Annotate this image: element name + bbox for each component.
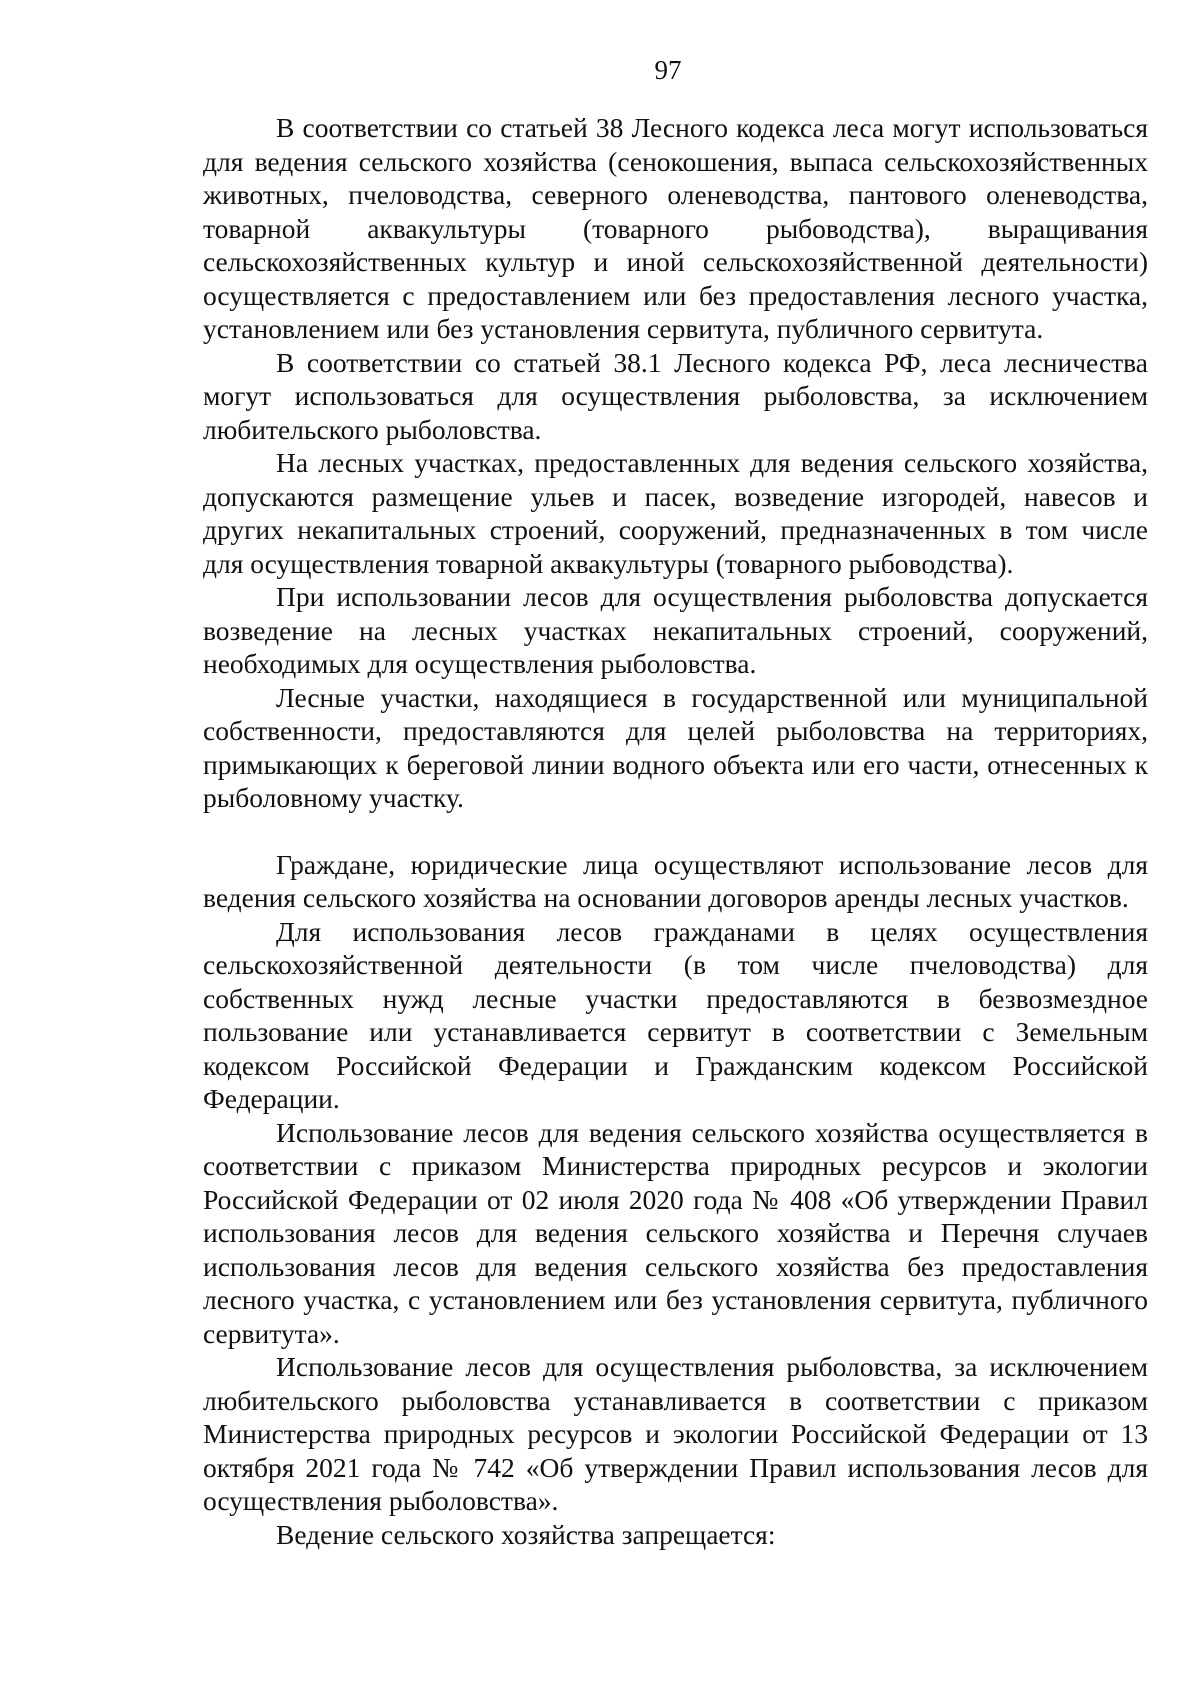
paragraph: Использование лесов для осуществления рыболовства, за исключением любительского рыболовства устанавливается в соответствии с приказом Министерства природных ресурсов и экологии Российской Федерации от 13 октября 2021 года № 742 «Об утверждении Правил использования лесов для осуществления рыболовства». <box>203 1351 1148 1516</box>
body-text <box>203 111 1148 1551</box>
paragraph: Лесные участки, находящиеся в государственной или муниципальной собственности, предоставляются для целей рыболовства на территориях, примыкающих к береговой линии водного объекта или его части, отнесенных к рыболовному участку. <box>203 681 1148 813</box>
paragraph-spacer <box>203 815 1148 848</box>
paragraph: В соответствии со статьей 38 Лесного кодекса леса могут использоваться для ведения сельского хозяйства (сенокошения, выпаса сельскохозяйственных животных, пчеловодства, северного оленеводства, пантового оленеводства, товарной аквакультуры (товарного рыбоводства), выращивания сельскохозяйственных культур и иной сельскохозяйственной деятельности) осуществляется с предоставлением или без предоставления лесного участка, установлением или без установления сервитута, публичного сервитута. <box>203 112 1148 344</box>
paragraph: Для использования лесов гражданами в целях осуществления сельскохозяйственной деятельности (в том числе пчеловодства) для собственных нужд лесные участки предоставляются в безвозмездное пользование или устанавливается сервитут в соответствии с Земельным кодексом Российской Федерации и Гражданским кодексом Российской Федерации. <box>203 915 1148 1114</box>
paragraph: Использование лесов для ведения сельского хозяйства осуществляется в соответствии с приказом Министерства природных ресурсов и экологии Российской Федерации от 02 июля 2020 года № 408 «Об утверждении Правил использования лесов для ведения сельского хозяйства и Перечня случаев использования лесов для ведения сельского хозяйства без предоставления лесного участка, с установлением или без установления сервитута, публичного сервитута». <box>203 1116 1148 1349</box>
paragraph: Ведение сельского хозяйства запрещается: <box>276 1518 776 1550</box>
paragraph: В соответствии со статьей 38.1 Лесного кодекса РФ, леса лесничества могут использоваться для осуществления рыболовства, за исключением любительского рыболовства. <box>203 346 1148 445</box>
paragraph: При использовании лесов для осуществления рыболовства допускается возведение на лесных участках некапитальных строений, сооружений, необходимых для осуществления рыболовства. <box>203 581 1148 679</box>
page-number: 97 <box>654 55 682 85</box>
paragraph: На лесных участках, предоставленных для ведения сельского хозяйства, допускаются размещение ульев и пасек, возведение изгородей, навесов и других некапитальных строений, сооружений, предназначенных в том числе для осуществления товарной аквакультуры (товарного рыбоводства). <box>203 447 1148 579</box>
paragraph: Граждане, юридические лица осуществляют использование лесов для ведения сельского хозяйства на основании договоров аренды лесных участков. <box>203 848 1148 913</box>
